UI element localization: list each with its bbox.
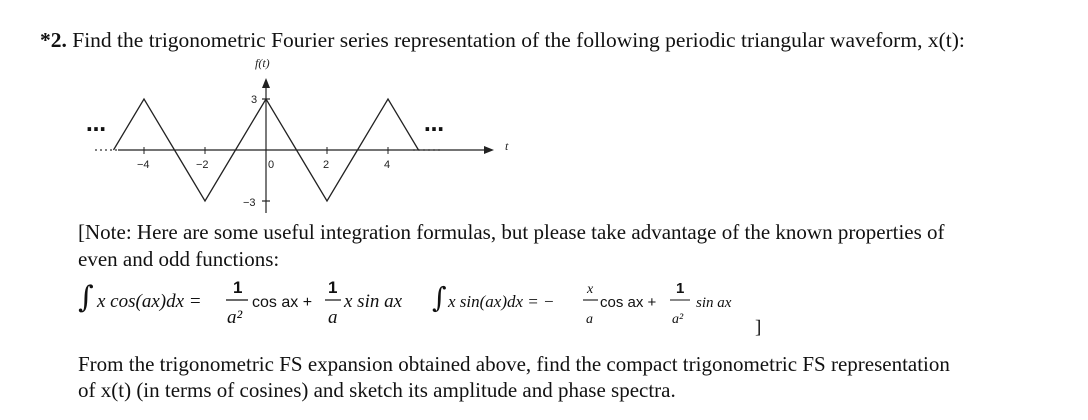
y-axis-arrow	[262, 78, 270, 88]
formula1-lhs: x cos(ax)dx =	[97, 291, 202, 312]
note-line-1: [Note: Here are some useful integration formulas, but please take advantage of the known properties of	[78, 220, 945, 244]
formula2-den1: a	[586, 312, 593, 327]
formula1-mid: cos ax +	[252, 294, 313, 311]
note-line-2: even and odd functions:	[78, 247, 280, 271]
x-tick-label-neg2: −2	[196, 159, 209, 171]
x-tick-label-neg4: −4	[137, 159, 150, 171]
y-axis-label: f(t)	[255, 56, 270, 70]
t-axis-arrow	[484, 146, 494, 154]
problem-number: *2.	[40, 28, 67, 52]
ellipsis-right: …	[424, 112, 444, 136]
formula2-num2: 1	[676, 280, 685, 297]
x-tick-label-4: 4	[384, 159, 391, 171]
formula2-mid: cos ax +	[600, 294, 657, 311]
formula2-lhs: x sin(ax)dx = −	[448, 292, 555, 311]
integral-sign-1: ∫	[78, 280, 94, 315]
integration-formula-xsin	[432, 280, 732, 327]
followup-line-2: of x(t) (in terms of cosines) and sketch its amplitude and phase spectra.	[78, 378, 676, 402]
formula1-den2: a	[328, 307, 338, 328]
ellipsis-left: …	[86, 112, 106, 136]
problem-text: Find the trigonometric Fourier series representation of the following periodic triangular waveform, x(t):	[66, 28, 965, 52]
x-tick-label-2: 2	[323, 159, 330, 171]
x-tick-label-0: 0	[268, 159, 275, 171]
formula1-end: x sin ax	[344, 291, 403, 312]
formula1-num2: 1	[328, 278, 338, 297]
x-axis-label: t	[505, 139, 509, 153]
formula2-num1: x	[587, 282, 594, 297]
formula1-den1: a²	[227, 307, 243, 328]
formula2-den2: a²	[672, 312, 684, 327]
followup-line-1: From the trigonometric FS expansion obtained above, find the compact trigonometric FS representation	[78, 352, 950, 376]
close-bracket: ]	[755, 317, 762, 338]
formula1-num1: 1	[233, 278, 243, 297]
formula2-end: sin ax	[696, 295, 732, 311]
y-tick-label-neg3: −3	[243, 197, 256, 209]
integration-formula-xcos	[78, 278, 403, 328]
y-tick-label-3: 3	[251, 94, 258, 106]
integral-sign-2: ∫	[432, 281, 447, 314]
